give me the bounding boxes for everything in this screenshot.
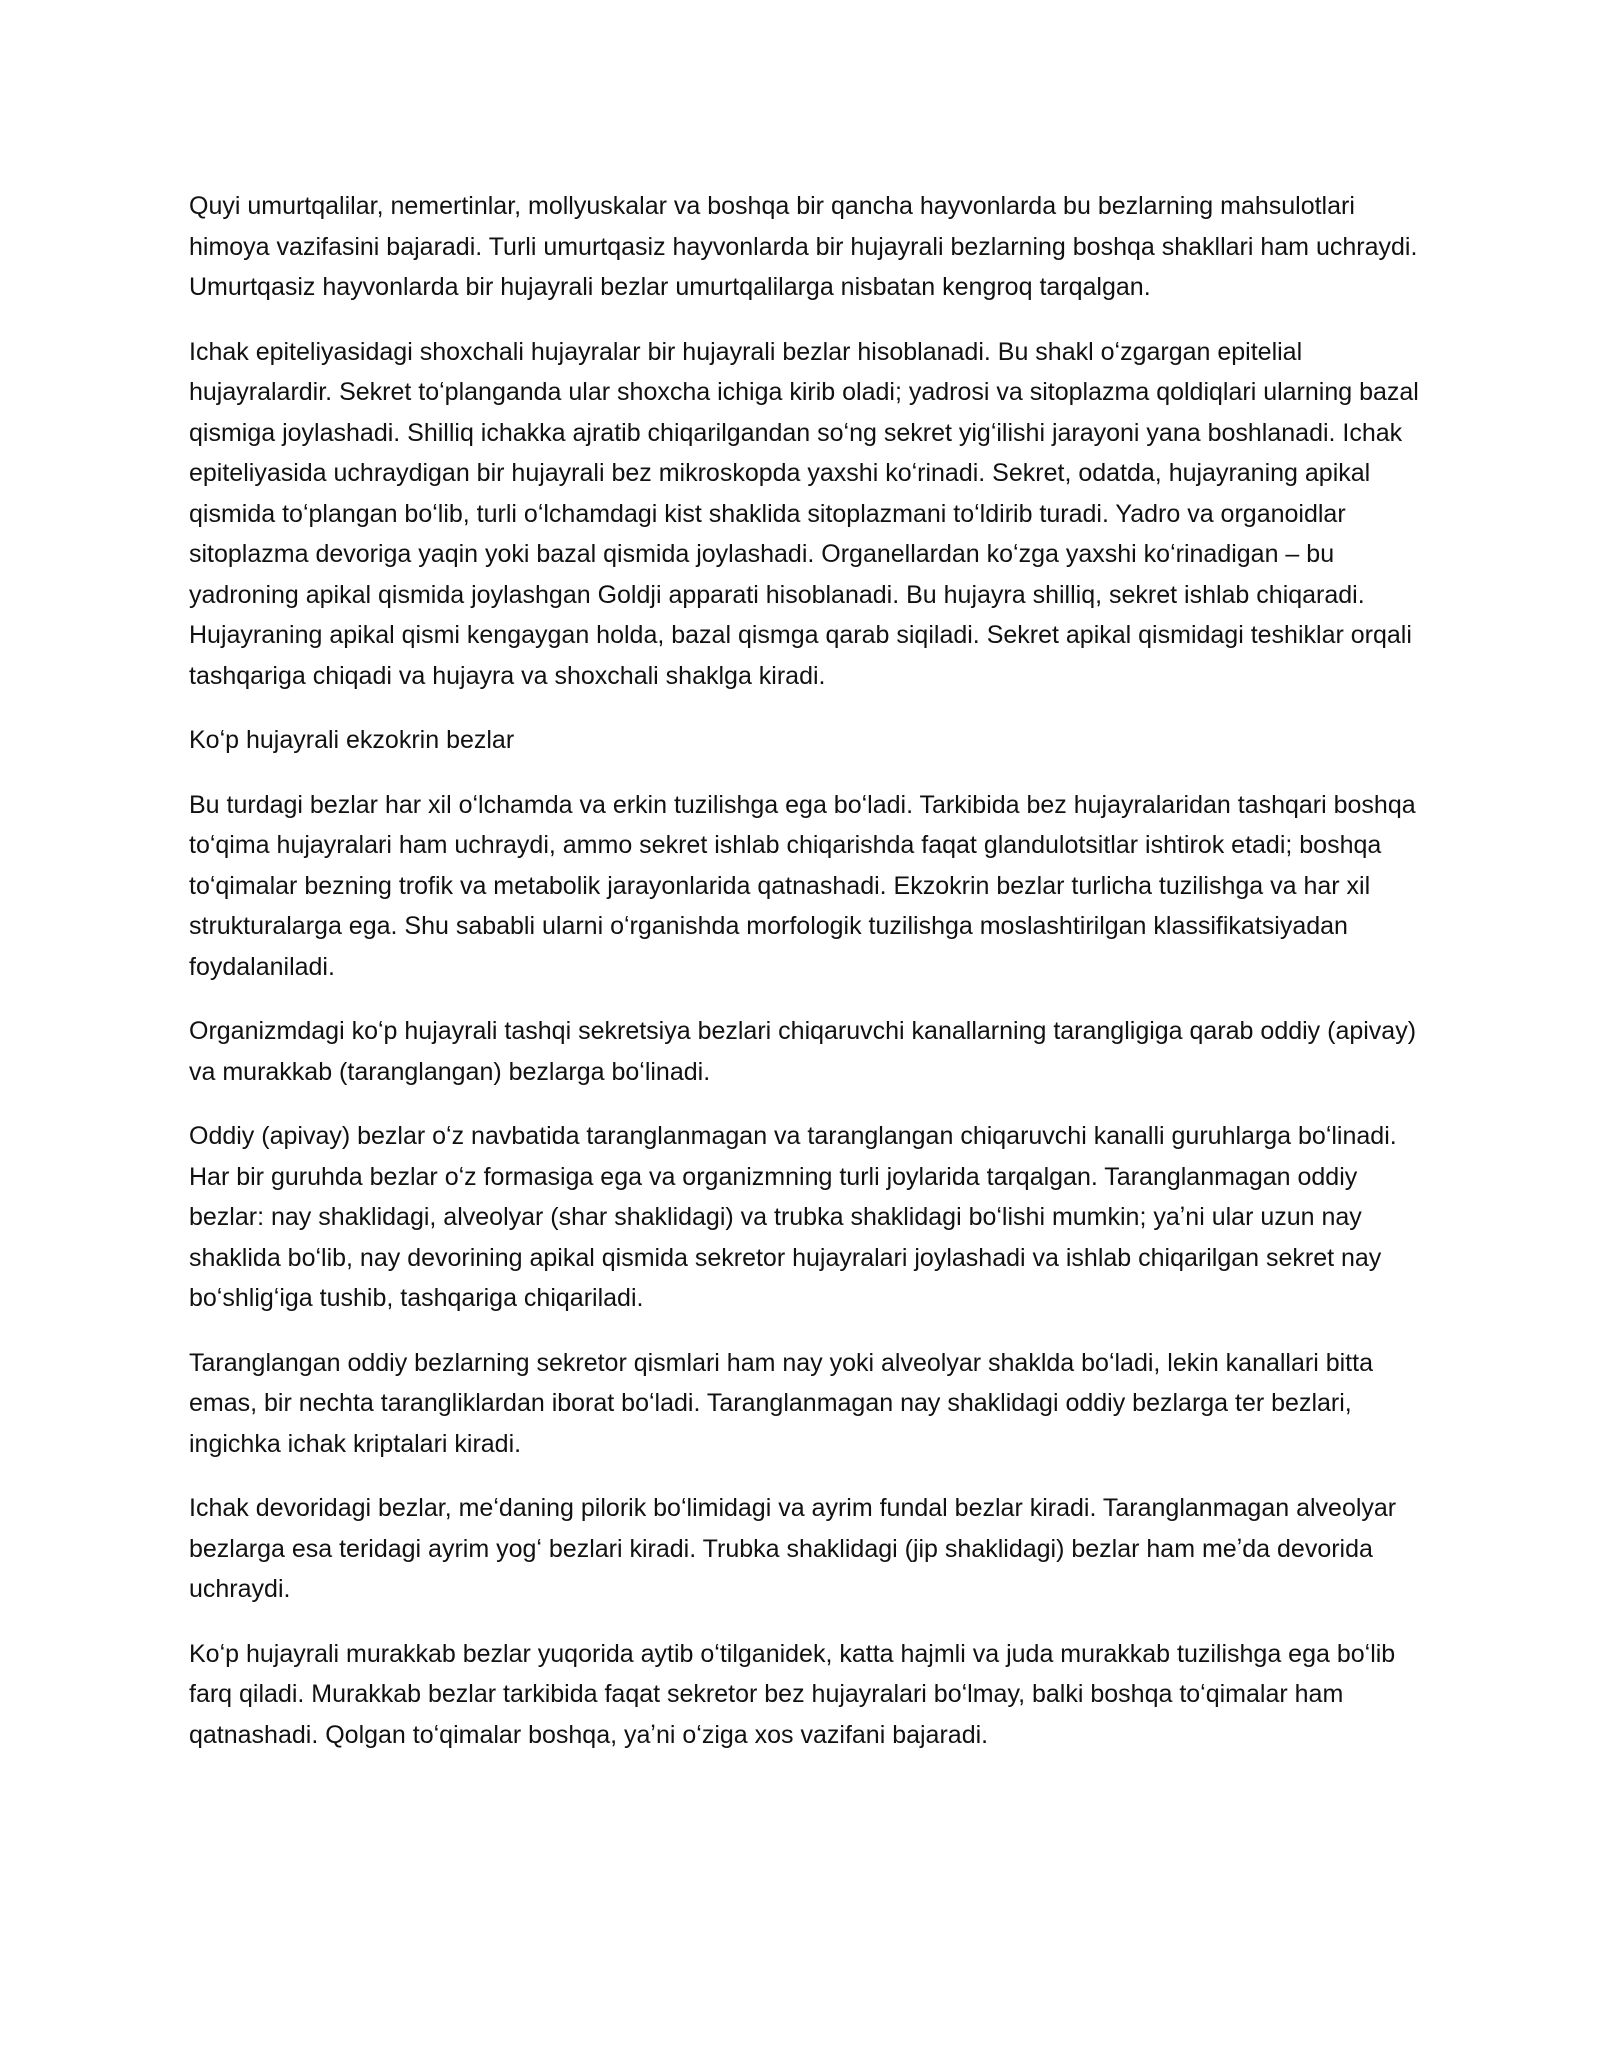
paragraph-compound-glands: Koʻp hujayrali murakkab bezlar yuqorida aytib oʻtilganidek, katta hajmli va juda murakkab tuzilishga ega boʻlib farq qiladi. Murakkab bezlar tarkibida faqat sekretor bez hujayralari boʻlmay, balki boshqa toʻqimalar ham qatnashadi. Qolgan toʻqimalar boshqa, yaʼni oʻziga xos vazifani bajaradi. bbox=[189, 1639, 1396, 1749]
paragraph-intestinal-glands: Ichak devoridagi bezlar, meʻdaning pilorik boʻlimidagi va ayrim fundal bezlar kiradi. Taranglanmagan alveolyar bezlarga esa teridagi ayrim yogʻ bezlari kiradi. Trubka shaklidagi (jip shaklidagi) bezlar ham meʼda devorida uchraydi. bbox=[189, 1494, 1397, 1603]
paragraph-exocrine-structure: Bu turdagi bezlar har xil oʻlchamda va erkin tuzilishga ega boʻladi. Tarkibida bez hujayralaridan tashqari boshqa toʻqima hujayralari ham uchraydi, ammo sekret ishlab chiqarishda faqat glandulotsitlar ishtirok etadi; boshqa toʻqimalar bezning trofik va metabolik jarayonlarida qatnashadi. Ekzokrin bezlar turlicha tuzilishga va har xil strukturalarga ega. Shu sababli ularni oʻrganishda morfologik tuzilishga moslashtirilgan klassifikatsiyadan foydalaniladi. bbox=[189, 790, 1416, 981]
document-body bbox=[189, 186, 1419, 1779]
paragraph-gland-classification: Organizmdagi koʻp hujayrali tashqi sekretsiya bezlari chiqaruvchi kanallarning tarangligiga qarab oddiy (apivay) va murakkab (taranglangan) bezlarga boʻlinadi. bbox=[189, 1017, 1417, 1086]
paragraph-simple-glands: Oddiy (apivay) bezlar oʻz navbatida taranglanmagan va taranglangan chiqaruvchi kanalli guruhlarga boʻlinadi. Har bir guruhda bezlar oʻz formasiga ega va organizmning turli joylarida tarqalgan. Taranglanmagan oddiy bezlar: nay shaklidagi, alveolyar (shar shaklidagi) va trubka shaklidagi boʻlishi mumkin; yaʼni ular uzun nay shaklida boʻlib, nay devorining apikal qismida sekretor hujayralari joylashadi va ishlab chiqarilgan sekret nay boʻshligʻiga tushib, tashqariga chiqariladi. bbox=[189, 1122, 1397, 1312]
paragraph-branched-simple-glands: Taranglangan oddiy bezlarning sekretor qismlari ham nay yoki alveolyar shaklda boʻladi, lekin kanallari bitta emas, bir nechta tarangliklardan iborat boʻladi. Taranglanmagan nay shaklidagi oddiy bezlarga ter bezlari, ingichka ichak kriptalari kiradi. bbox=[189, 1348, 1373, 1458]
paragraph-goblet-cells: Ichak epiteliyasidagi shoxchali hujayralar bir hujayrali bezlar hisoblanadi. Bu shakl oʻzgargan epitelial hujayralardir. Sekret toʻplanganda ular shoxcha ichiga kirib oladi; yadrosi va sitoplazma qoldiqlari ularning bazal qismiga joylashadi. Shilliq ichakka ajratib chiqarilgandan soʻng sekret yigʻilishi jarayoni yana boshlanadi. Ichak epiteliyasida uchraydigan bir hujayrali bez mikroskopda yaxshi koʻrinadi. Sekret, odatda, hujayraning apikal qismida toʻplangan boʻlib, turli oʻlchamdagi kist shaklida sitoplazmani toʻldirib turadi. Yadro va organoidlar sitoplazma devoriga yaqin yoki bazal qismida joylashadi. Organellardan koʻzga yaxshi koʻrinadigan – bu yadroning apikal qismida joylashgan Goldji apparati hisoblanadi. Bu hujayra shilliq, sekret ishlab chiqaradi. Hujayraning apikal qismi kengaygan holda, bazal qismga qarab siqiladi. Sekret apikal qismidagi teshiklar orqali tashqariga chiqadi va hujayra va shoxchali shaklga kiradi. bbox=[189, 337, 1419, 690]
section-heading-multicellular-exocrine-glands: Koʻp hujayrali ekzokrin bezlar bbox=[189, 726, 515, 754]
paragraph-unicellular-glands-invertebrates: Quyi umurtqalilar, nemertinlar, mollyuskalar va boshqa bir qancha hayvonlarda bu bezlarning mahsulotlari himoya vazifasini bajaradi. Turli umurtqasiz hayvonlarda bir hujayrali bezlarning boshqa shakllari ham uchraydi. Umurtqasiz hayvonlarda bir hujayrali bezlar umurtqalilarga nisbatan kengroq tarqalgan. bbox=[189, 192, 1418, 301]
